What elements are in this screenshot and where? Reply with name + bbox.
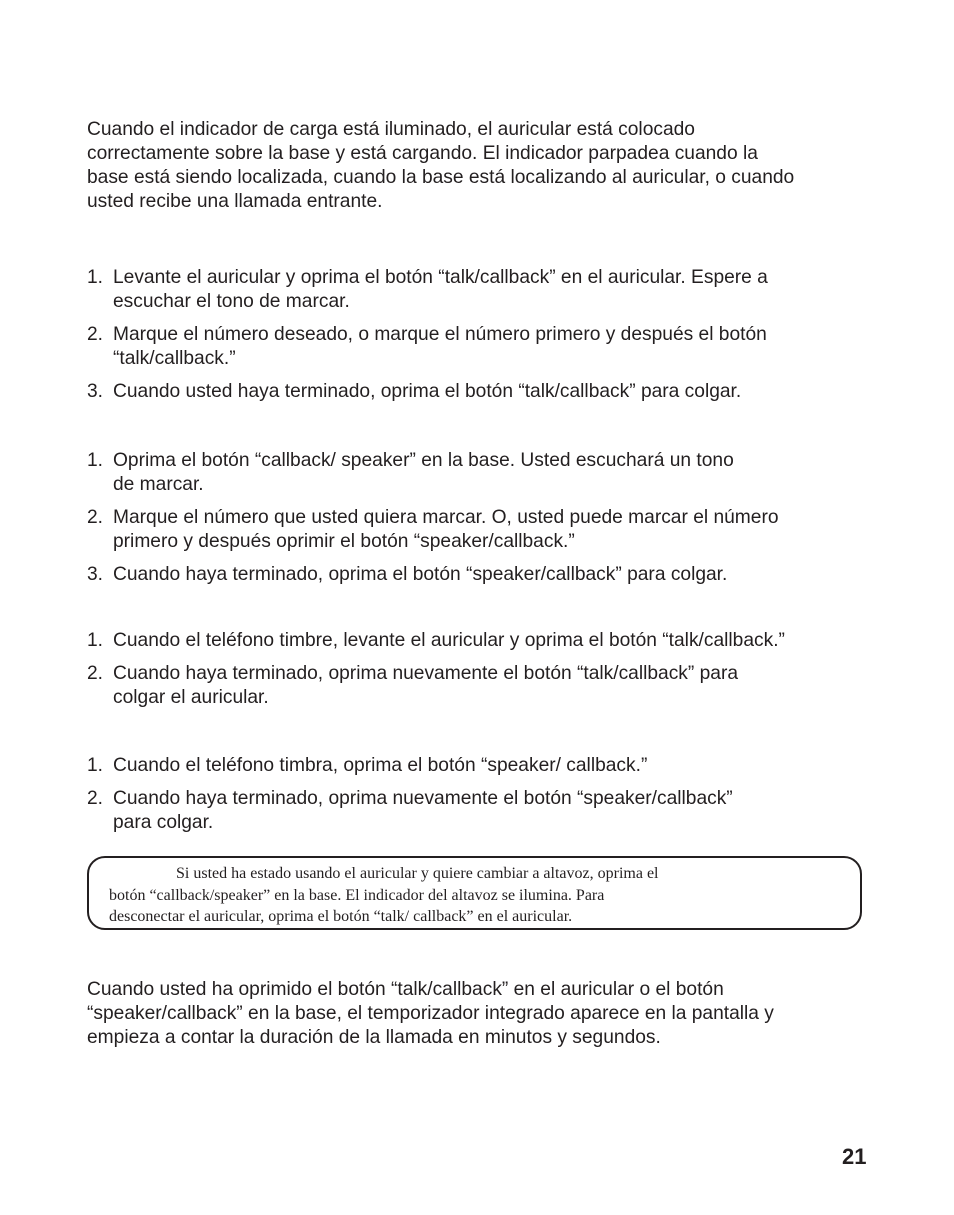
- text-line: Cuando usted haya terminado, oprima el botón “talk/callback” para colgar.: [113, 381, 742, 402]
- text-line: botón “callback/speaker” en la base. El indicador del altavoz se ilumina. Para: [109, 886, 605, 904]
- text-line: Cuando haya terminado, oprima el botón “speaker/callback” para colgar.: [113, 564, 728, 585]
- text-line: Cuando el teléfono timbra, oprima el botón “speaker/ callback.”: [113, 755, 648, 776]
- text-line: Marque el número deseado, o marque el número primero y después el botón: [113, 324, 767, 345]
- text-line: Cuando el indicador de carga está iluminado, el auricular está colocado: [87, 119, 695, 140]
- list-item: [87, 266, 768, 314]
- step-number: 1.: [87, 755, 104, 776]
- text-line: para colgar.: [113, 812, 214, 833]
- note-box: [87, 856, 862, 930]
- note-text: [109, 863, 829, 928]
- step-number: 2.: [87, 324, 104, 345]
- list-item: [87, 449, 779, 497]
- list-item: [87, 563, 779, 587]
- text-line: “speaker/callback” en la base, el temporizador integrado aparece en la pantalla y: [87, 1003, 774, 1024]
- text-line: escuchar el tono de marcar.: [113, 291, 350, 312]
- step-number: 2.: [87, 788, 104, 809]
- step-number: 3.: [87, 381, 104, 402]
- text-line: empieza a contar la duración de la llamada en minutos y segundos.: [87, 1027, 661, 1048]
- text-line: usted recibe una llamada entrante.: [87, 191, 383, 212]
- step-number: 1.: [87, 630, 104, 651]
- handset-call-steps: [87, 266, 768, 413]
- text-line: Si usted ha estado usando el auricular y quiere cambiar a altavoz, oprima el: [176, 865, 659, 882]
- handset-answer-steps: [87, 629, 785, 719]
- text-line: Cuando usted ha oprimido el botón “talk/callback” en el auricular o el botón: [87, 979, 724, 1000]
- step-number: 1.: [87, 450, 104, 471]
- text-line: primero y después oprimir el botón “speaker/callback.”: [113, 531, 575, 552]
- text-line: Marque el número que usted quiera marcar. O, usted puede marcar el número: [113, 507, 779, 528]
- text-line: correctamente sobre la base y está cargando. El indicador parpadea cuando la: [87, 143, 758, 164]
- speaker-call-steps: [87, 449, 779, 596]
- text-line: Levante el auricular y oprima el botón “talk/callback” en el auricular. Espere a: [113, 267, 768, 288]
- text-line: colgar el auricular.: [113, 687, 269, 708]
- step-number: 3.: [87, 564, 104, 585]
- text-line: base está siendo localizada, cuando la base está localizando al auricular, o cuando: [87, 167, 795, 188]
- list-item: [87, 662, 785, 710]
- text-line: desconectar el auricular, oprima el botón “talk/ callback” en el auricular.: [109, 908, 573, 925]
- charging-indicator-paragraph: [87, 118, 794, 214]
- list-item: [87, 323, 768, 371]
- text-line: Oprima el botón “callback/ speaker” en la base. Usted escuchará un tono: [113, 450, 734, 471]
- call-timer-paragraph: [87, 978, 774, 1050]
- text-line: de marcar.: [113, 474, 204, 495]
- list-item: [87, 380, 768, 404]
- list-item: [87, 754, 733, 778]
- step-number: 2.: [87, 663, 104, 684]
- step-number: 2.: [87, 507, 104, 528]
- list-item: [87, 506, 779, 554]
- text-line: Cuando haya terminado, oprima nuevamente el botón “speaker/callback”: [113, 788, 733, 809]
- list-item: [87, 629, 785, 653]
- list-item: [87, 787, 733, 835]
- step-number: 1.: [87, 267, 104, 288]
- text-line: “talk/callback.”: [113, 348, 236, 369]
- text-line: Cuando el teléfono timbre, levante el auricular y oprima el botón “talk/callback.”: [113, 630, 785, 651]
- text-line: Cuando haya terminado, oprima nuevamente el botón “talk/callback” para: [113, 663, 739, 684]
- page-number: 21: [842, 1144, 867, 1169]
- speaker-answer-steps: [87, 754, 733, 844]
